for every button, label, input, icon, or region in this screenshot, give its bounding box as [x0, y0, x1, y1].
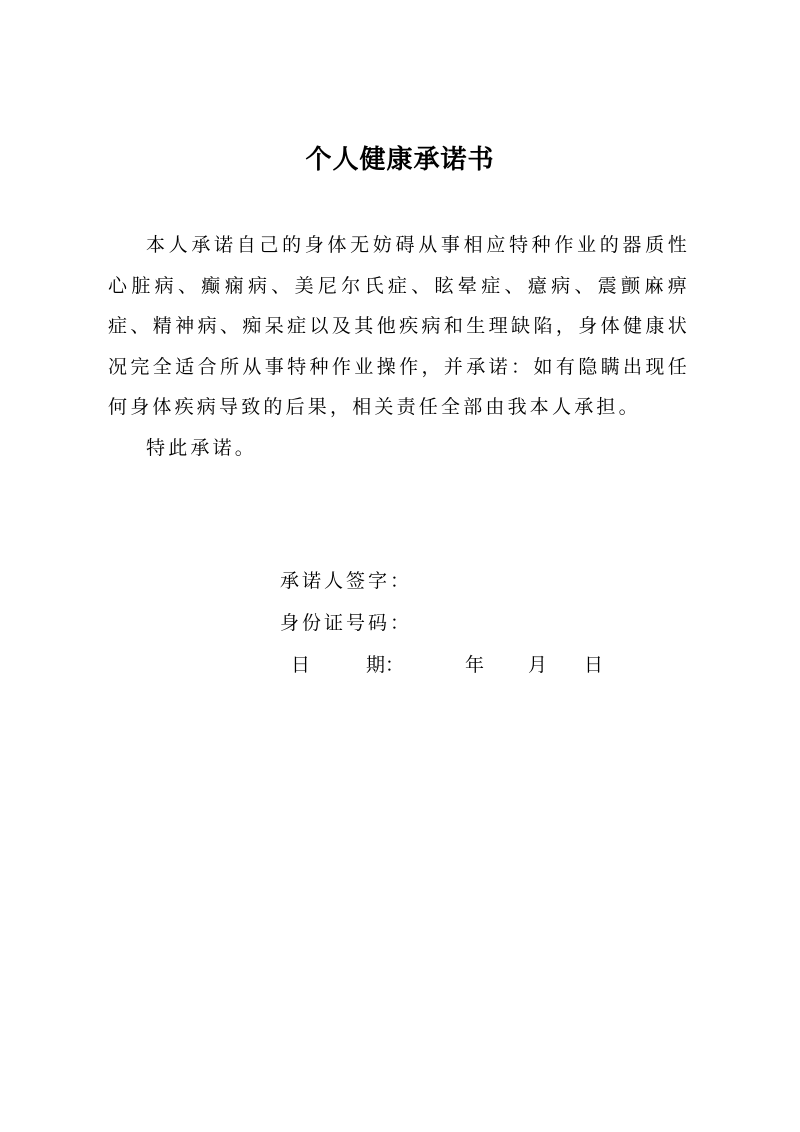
document-title: 个人健康承诺书	[305, 145, 495, 175]
date-year-label: 年	[465, 654, 485, 676]
date-day-label: 日	[584, 654, 604, 676]
closing-paragraph: 特此承诺。	[146, 436, 258, 459]
document-body	[108, 225, 690, 468]
date-month-label: 月	[528, 654, 548, 676]
id-number-label: 身份证号码：	[280, 612, 413, 634]
date-label-qi: 期：	[366, 654, 405, 676]
date-label-ri: 日	[291, 654, 311, 676]
signature-label: 承诺人签字：	[280, 570, 413, 592]
commitment-paragraph: 本人承诺自己的身体无妨碍从事相应特种作业的器质性心脏病、癫痫病、美尼尔氏症、眩晕症、癔病、震颤麻痹症、精神病、痴呆症以及其他疾病和生理缺陷，身体健康状况完全适合所从事特种作业操作，并承诺：如有隐瞒出现任何身体疾病导致的后果，相关责任全部由我本人承担。	[108, 234, 690, 418]
